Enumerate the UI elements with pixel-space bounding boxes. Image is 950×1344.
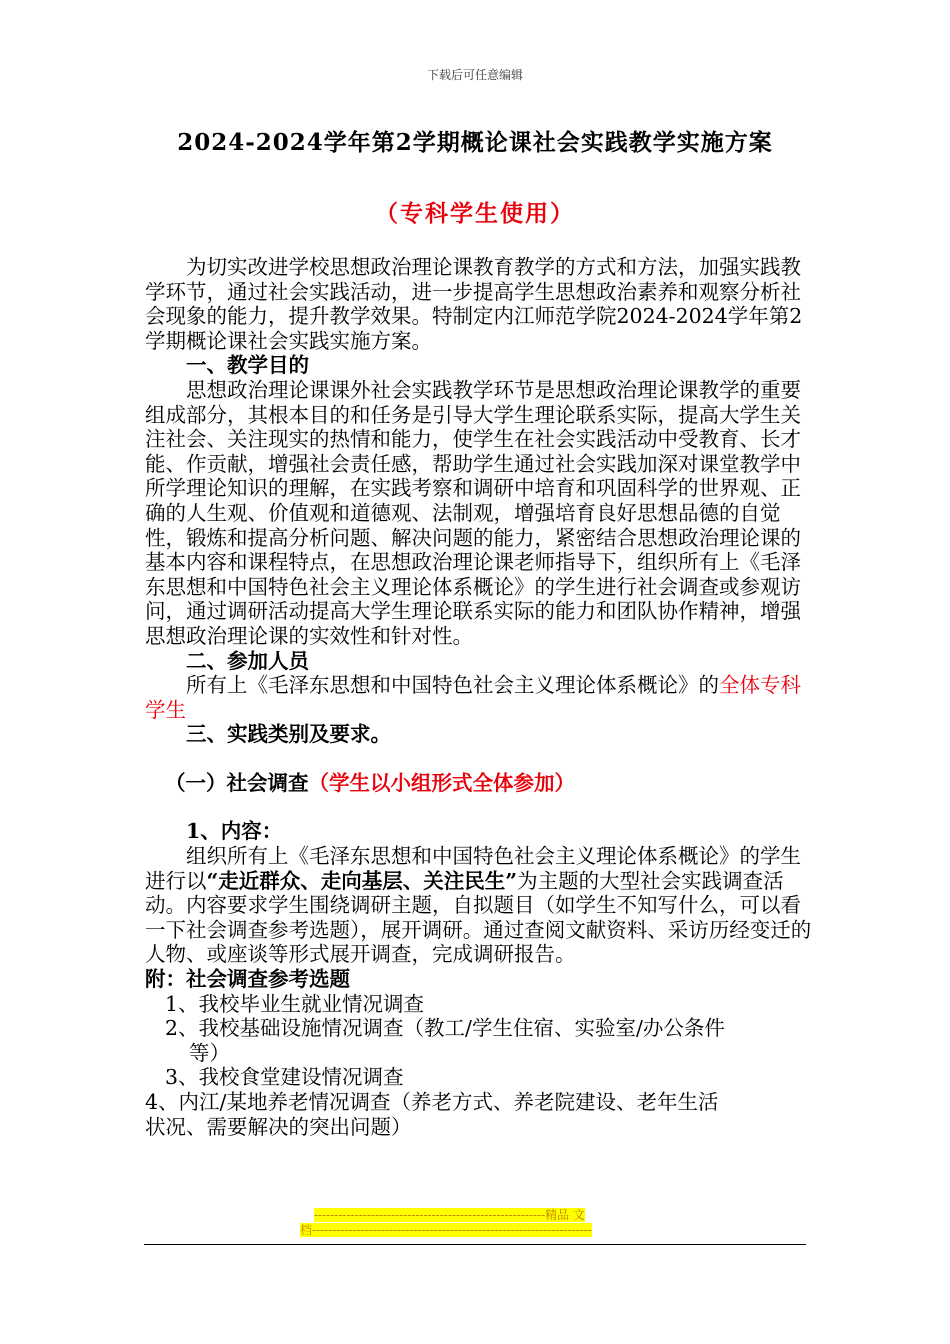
list-item: 1、我校毕业生就业情况调查 [165,991,425,1016]
list-item-continuation: 等） [189,1040,230,1065]
content-paragraph [145,844,817,967]
participants-text: 所有上《毛泽东思想和中国特色社会主义理论体系概论》的 [186,673,719,698]
list-item: 3、我校食堂建设情况调查 [165,1065,404,1090]
document-title: 2024-2024学年第2学期概论课社会实践教学实施方案 [177,129,773,156]
content-text-b: 为主题的大型社会实践调查活动。内容要求学生围绕调研主题，自拟题目（如学生不知写什么，可以看一下社会调查参考选题），展开调研。通过查阅文献资料、采访历经变迁的人物、或座谈等形式展开调查，完成调研报告。 [145,868,812,967]
list-item: 2、我校基础设施情况调查（教工/学生住宿、实验室/办公条件 [165,1016,725,1041]
header-note: 下载后可任意编辑 [426,68,523,82]
intro-paragraph: 为切实改进学校思想政治理论课教育教学的方式和方法，加强实践教学环节，通过社会实践活动，进一步提高学生思想政治素养和观察分析社会现象的能力，提升教学效果。特制定内江师范学院2024-2024学年第2学期概论课社会实践实施方案。 [145,255,803,353]
content-text-a: 组织所有上《毛泽东思想和中国特色社会主义理论体系概论》的学生进行以 [145,844,801,893]
participants-paragraph [145,673,817,722]
participants-highlight: 全体专科学生 [145,673,801,722]
subsection-label: （一）社会调查 [165,770,309,795]
document-body [145,255,817,1139]
content-theme: “走近群众、走向基层、关注民生” [206,868,518,893]
objectives-paragraph: 思想政治理论课课外社会实践教学环节是思想政治理论课教学的重要组成部分，其根本目的和任务是引导大学生理论联系实际，提高大学生关注社会、关注现实的热情和能力，使学生在社会实践活动中受教育、长才能、作贡献，增强社会责任感，帮助学生通过社会实践加深对课堂教学中所学理论知识的理解，在实践考察和调研中培育和巩固科学的世界观、正确的人生观、价值观和道德观、法制观，增强培育良好思想品德的自觉性，锻炼和提高分析问题、解决问题的能力，紧密结合思想政治理论课的基本内容和课程特点，在思想政治理论课老师指导下，组织所有上《毛泽东思想和中国特色社会主义理论体系概论》的学生进行社会调查或参观访问，通过调研活动提高大学生理论联系实际的能力和团队协作精神，增强思想政治理论课的实效性和针对性。 [145,377,801,648]
footer-line-2: 档--------------------------------------------------------------------- [300,1223,592,1237]
footer-band [300,1208,646,1238]
subsection-social-survey [145,771,817,796]
section-heading-objectives: 一、教学目的 [186,353,309,378]
subsection-note: （学生以小组形式全体参加） [308,770,575,795]
section-heading-participants: 二、参加人员 [186,648,309,673]
content-heading: 1、内容： [186,819,283,844]
list-item-continuation: 状况、需要解决的突出问题） [145,1114,412,1139]
section-heading-practice: 三、实践类别及要求。 [186,722,391,747]
footer-line-1: ---------------------------------------------------------精品 文 [314,1208,585,1222]
list-item: 4、内江/某地养老情况调查（养老方式、养老院建设、老年生活 [145,1090,719,1114]
footer-rule [144,1244,806,1245]
appendix-heading: 附：社会调查参考选题 [145,967,350,992]
document-subtitle: （专科学生使用） [375,200,575,227]
